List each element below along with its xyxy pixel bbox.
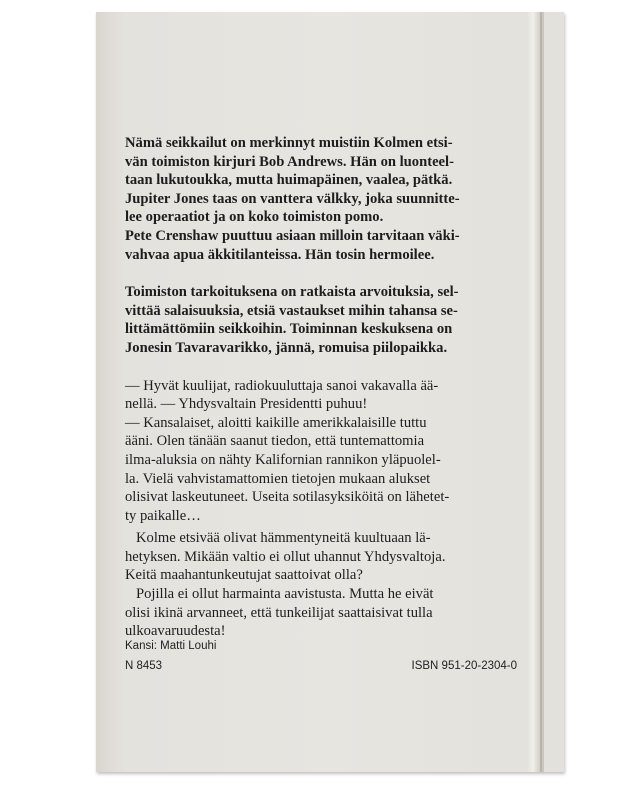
- footer-codes-row: [125, 656, 517, 676]
- text-line: olisi ikinä arvanneet, että tunkeilijat saattaisivat tulla: [125, 604, 433, 621]
- text-line: vittää salaisuuksia, etsiä vastaukset mihin tahansa se-: [125, 302, 458, 319]
- text-line: lee operaatiot ja on koko toimiston pomo.: [125, 209, 384, 226]
- text-line: — Kansalaiset, aloitti kaikille amerikkalaisille tuttu: [125, 414, 427, 431]
- text-line: Toimiston tarkoituksena on ratkaista arvoituksia, sel-: [125, 284, 459, 301]
- excerpt-detectives: [125, 529, 520, 585]
- text-line: ääni. Olen tänään saanut tiedon, että tuntemattomia: [125, 433, 425, 450]
- text-line: ilma-aluksia on nähty Kalifornian rannikon yläpuolel-: [125, 451, 441, 468]
- text-line: littämättömiin seikkoihin. Toiminnan keskuksena on: [125, 321, 453, 338]
- text-line: Jonesin Tavaravarikko, jännä, romuisa piilopaikka.: [125, 339, 448, 356]
- blurb-text: [125, 134, 520, 641]
- text-line: — Hyvät kuulijat, radiokuuluttaja sanoi vakavalla ää-: [125, 377, 439, 394]
- text-line: Kolme etsivää olivat hämmentyneitä kuultuaan lä-: [136, 530, 431, 547]
- text-line: Nämä seikkailut on merkinnyt muistiin Kolmen etsi-: [125, 135, 453, 151]
- text-line: Pete Crenshaw puuttuu asiaan milloin tarvitaan väki-: [125, 227, 460, 244]
- text-line: Keitä maahantunkeutujat saattoivat olla?: [125, 567, 363, 584]
- book-spine-crease: [540, 12, 542, 772]
- cover-artist-credit: Kansi: Matti Louhi: [125, 640, 217, 652]
- text-line: Pojilla ei ollut harmainta aavistusta. Mutta he eivät: [136, 586, 434, 603]
- text-line: hetyksen. Mikään valtio ei ollut uhannut Yhdysvaltoja.: [125, 548, 446, 565]
- cover-footer: [125, 636, 517, 676]
- text-line: vän toimiston kirjuri Bob Andrews. Hän on luonteel-: [125, 153, 454, 170]
- excerpt-announcer: [125, 377, 520, 414]
- text-line: nellä. — Yhdysvaltain Presidentti puhuu!: [125, 396, 368, 413]
- text-line: ty paikalle…: [125, 507, 201, 524]
- text-line: la. Vielä vahvistamattomien tietojen mukaan alukset: [125, 470, 431, 487]
- excerpt-outer-space: [125, 585, 520, 641]
- text-line: taan lukutoukka, mutta huimapäinen, vaalea, pätkä.: [125, 172, 453, 189]
- excerpt-president: [125, 414, 520, 526]
- text-line: ulkoavaruudesta!: [125, 623, 226, 640]
- text-line: olisivat laskeutuneet. Useita sotilasyksiköitä on lähetet-: [125, 489, 450, 506]
- agency-paragraph: [125, 283, 520, 357]
- text-line: Jupiter Jones taas on vanttera välkky, joka suunnitte-: [125, 190, 460, 207]
- isbn: ISBN 951-20-2304-0: [411, 660, 517, 672]
- intro-paragraph: [125, 134, 520, 264]
- product-code: N 8453: [125, 660, 163, 672]
- text-line: vahvaa apua äkkitilanteissa. Hän tosin hermoilee.: [125, 246, 435, 263]
